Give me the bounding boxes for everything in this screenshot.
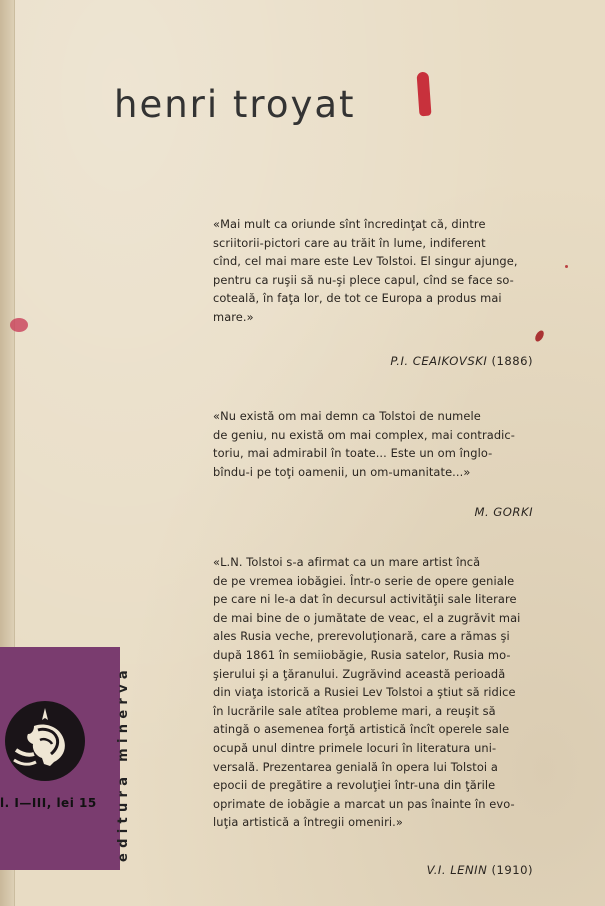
quote-line: după 1861 în semiiobăgie, Rusia satelor, Rusia mo- bbox=[213, 647, 511, 662]
author-name: henri troyat bbox=[114, 83, 356, 126]
red-stain bbox=[565, 265, 568, 268]
quote-line: ales Rusia veche, prerevoluţionară, care a rămas şi bbox=[213, 629, 510, 644]
quote-lenin bbox=[213, 553, 533, 832]
quote-line: luţia artistică a întregii omeniri.» bbox=[213, 815, 403, 830]
quote-line: «Mai mult ca oriunde sînt încredinţat că, dintre bbox=[213, 217, 486, 231]
quote-gorki bbox=[213, 407, 533, 481]
quote-line: şierului şi a ţăranului. Zugrăvind această perioadă bbox=[213, 666, 506, 681]
quote-line: în lucrările sale atîtea probleme mari, a reuşit să bbox=[213, 703, 496, 718]
attribution-lenin bbox=[427, 863, 533, 877]
attribution-name: P.I. CEAIKOVSKI bbox=[390, 354, 488, 368]
quote-line: oprimate de iobăgie a marcat un pas înainte în evo- bbox=[213, 796, 515, 811]
minerva-logo-icon bbox=[4, 700, 86, 782]
quote-line: scriitorii-pictori care au trăit în lume, indiferent bbox=[213, 235, 486, 250]
red-ink-mark bbox=[416, 72, 431, 117]
quote-line: versală. Prezentarea genială în opera lui Tolstoi a bbox=[213, 759, 498, 774]
attribution-year: (1886) bbox=[491, 354, 533, 368]
quote-line: pentru ca ruşii să nu-şi plece capul, cînd se face so- bbox=[213, 272, 514, 287]
red-stain bbox=[533, 329, 545, 343]
attribution-name: V.I. LENIN bbox=[426, 863, 488, 877]
attribution-year: (1910) bbox=[491, 863, 533, 877]
quote-line: bîndu-i pe toţi oamenii, un om-umanitate...» bbox=[213, 464, 471, 479]
quote-line: mare.» bbox=[213, 309, 254, 324]
quote-line: epocii de pregătire a revoluţiei într-una din ţările bbox=[213, 778, 496, 793]
quote-line: din viaţa istorică a Rusiei Lev Tolstoi a ştiut să ridice bbox=[213, 685, 516, 700]
quote-ceaikovski bbox=[213, 215, 533, 327]
quote-line: cînd, cel mai mare este Lev Tolstoi. El singur ajunge, bbox=[213, 254, 518, 269]
publisher-name: editura minerva bbox=[116, 665, 131, 862]
attribution-name: M. GORKI bbox=[474, 505, 533, 519]
quote-line: «Nu există om mai demn ca Tolstoi de numele bbox=[213, 409, 481, 423]
quote-line: de geniu, nu există om mai complex, mai contradic- bbox=[213, 427, 515, 442]
quote-line: toriu, mai admirabil în toate... Este un om înglo- bbox=[213, 446, 493, 461]
quote-line: coteală, în faţa lor, de tot ce Europa a produs mai bbox=[213, 291, 502, 306]
quote-line: pe care ni le-a dat în decursul activităţii sale literare bbox=[213, 592, 517, 607]
quote-line: atingă o asemenea forţă artistică încît operele sale bbox=[213, 722, 510, 737]
quote-line: «L.N. Tolstoi s-a afirmat ca un mare artist încă bbox=[213, 555, 481, 569]
red-stain bbox=[10, 318, 28, 332]
attribution-ceaikovski bbox=[390, 354, 533, 368]
quote-line: ocupă unul dintre primele locuri în literatura uni- bbox=[213, 740, 497, 755]
price-label: l. I—III, lei 15 bbox=[0, 796, 97, 810]
quote-line: de mai bine de o jumătate de veac, el a zugrăvit mai bbox=[213, 610, 521, 625]
attribution-gorki bbox=[474, 505, 533, 519]
quote-line: de pe vremea iobăgiei. Într-o serie de opere geniale bbox=[213, 573, 515, 588]
